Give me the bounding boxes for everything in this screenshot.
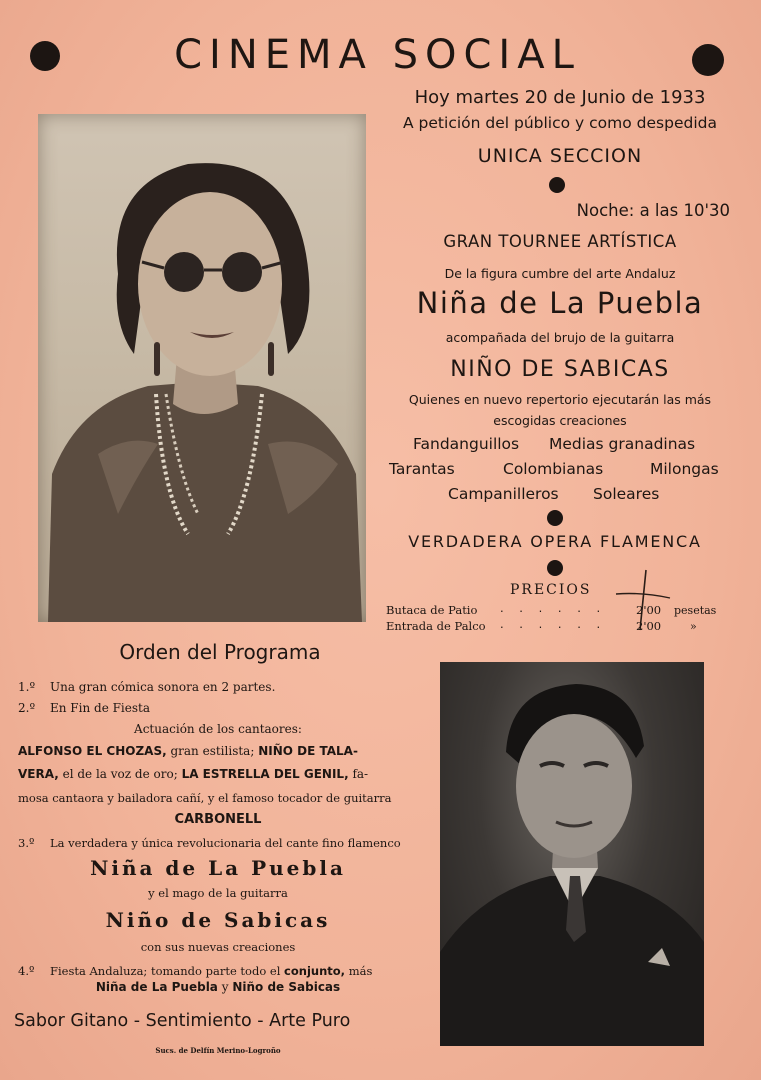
program-new-creations: con sus nuevas creaciones [140, 940, 296, 954]
star-name: Niña de La Puebla [416, 286, 704, 320]
singer-3-desc-a: fa- [348, 767, 369, 781]
price-row-patio-unit: pesetas [674, 604, 717, 617]
program-item-1-number: 1.º [18, 680, 36, 694]
price-row-palco-value: 2'00 [636, 619, 662, 633]
repertoire-intro-2: escogidas creaciones [493, 413, 627, 428]
price-row-patio-value: 2'00 [636, 603, 662, 617]
singer-2-desc: el de la voz de oro; [58, 767, 182, 781]
price-row-palco-label: Entrada de Palco [386, 619, 486, 633]
bullet-left-title [30, 41, 60, 71]
photo-nino-de-sabicas [440, 662, 704, 1046]
program-star-name: Niña de La Puebla [90, 856, 346, 880]
figure-line: De la figura cumbre del arte Andaluz [444, 266, 676, 281]
program-title: Orden del Programa [119, 640, 321, 664]
event-date: Hoy martes 20 de Junio de 1933 [414, 87, 706, 108]
opera-flamenca: VERDADERA OPERA FLAMENCA [408, 532, 702, 551]
singers-line-2 [18, 767, 368, 781]
price-row-palco-unit: » [690, 620, 697, 633]
singer-nino-de-talavera-b: VERA, [18, 767, 59, 781]
price-row-palco-dots: . . . . . . [500, 617, 607, 631]
portrait-woman-illustration [38, 114, 366, 622]
singers-line-3: mosa cantaora y bailadora cañí, y el famoso tocador de guitarra [18, 791, 392, 805]
program-item-4-line-2 [18, 980, 418, 994]
poster-title: CINEMA SOCIAL [174, 32, 581, 78]
portrait-man-illustration [440, 662, 704, 1046]
program-item-1-text: Una gran cómica sonora en 2 partes. [50, 680, 276, 694]
program-item-3-number: 3.º [18, 836, 35, 850]
bullet-opera-bottom [547, 560, 563, 576]
prices-heading: PRECIOS [510, 582, 592, 598]
program-guitar-intro: y el mago de la guitarra [148, 886, 288, 900]
program-item-4-conjunto: conjunto, [284, 964, 346, 978]
program-item-4-nina: Niña de La Puebla [95, 980, 218, 994]
style-colombianas: Colombianas [503, 460, 604, 478]
style-tarantas: Tarantas [389, 460, 455, 478]
single-session: UNICA SECCION [477, 145, 643, 167]
style-soleares: Soleares [593, 485, 660, 503]
event-request: A petición del público y como despedida [403, 114, 717, 132]
bullet-section [549, 177, 565, 193]
singer-alfonso-el-chozas: ALFONSO EL CHOZAS, [18, 744, 167, 758]
program-item-4-line [50, 964, 372, 978]
printer-credit: Sucs. de Delfín Merino-Logroño [155, 1046, 281, 1055]
show-time: Noche: a las 10'30 [576, 201, 730, 220]
photo-nina-de-la-puebla [38, 114, 366, 622]
singer-la-estrella-del-genil: LA ESTRELLA DEL GENIL, [181, 767, 349, 781]
bullet-right-title [692, 44, 724, 76]
style-medias-granadinas: Medias granadinas [549, 435, 696, 453]
program-item-4-y: y [217, 980, 233, 994]
program-item-4-number: 4.º [18, 964, 35, 978]
guitar-player-carbonell: CARBONELL [174, 812, 262, 827]
artistic-tour: GRAN TOURNEE ARTÍSTICA [443, 232, 677, 251]
bullet-opera-top [547, 510, 563, 526]
program-guitarist-name: Niño de Sabicas [105, 908, 331, 932]
footer-slogan: Sabor Gitano - Sentimiento - Arte Puro [14, 1011, 351, 1031]
price-row-patio-dots: . . . . . . [500, 601, 607, 615]
singers-line-1 [18, 744, 358, 758]
program-item-4-text: Fiesta Andaluza; tomando parte todo el [50, 964, 285, 978]
program-item-2-text: En Fin de Fiesta [50, 701, 151, 715]
singer-1-desc: gran estilista; [166, 744, 259, 758]
accompanied-line: acompañada del brujo de la guitarra [445, 330, 675, 345]
program-item-3-text: La verdadera y única revolucionaria del cante fino flamenco [50, 836, 401, 850]
style-fandanguillos: Fandanguillos [413, 435, 520, 453]
guitarist-name: NIÑO DE SABICAS [450, 357, 670, 382]
style-milongas: Milongas [650, 460, 719, 478]
price-row-patio-label: Butaca de Patio [386, 603, 478, 617]
style-campanilleros: Campanilleros [448, 485, 559, 503]
program-item-2-number: 2.º [18, 701, 36, 715]
program-item-4-nino: Niño de Sabicas [232, 980, 341, 994]
program-item-4-text-2: más [345, 964, 373, 978]
repertoire-intro-1: Quienes en nuevo repertorio ejecutarán las más [408, 392, 712, 407]
singer-nino-de-talavera-a: NIÑO DE TALA- [258, 744, 358, 758]
singers-intro: Actuación de los cantaores: [134, 722, 302, 736]
